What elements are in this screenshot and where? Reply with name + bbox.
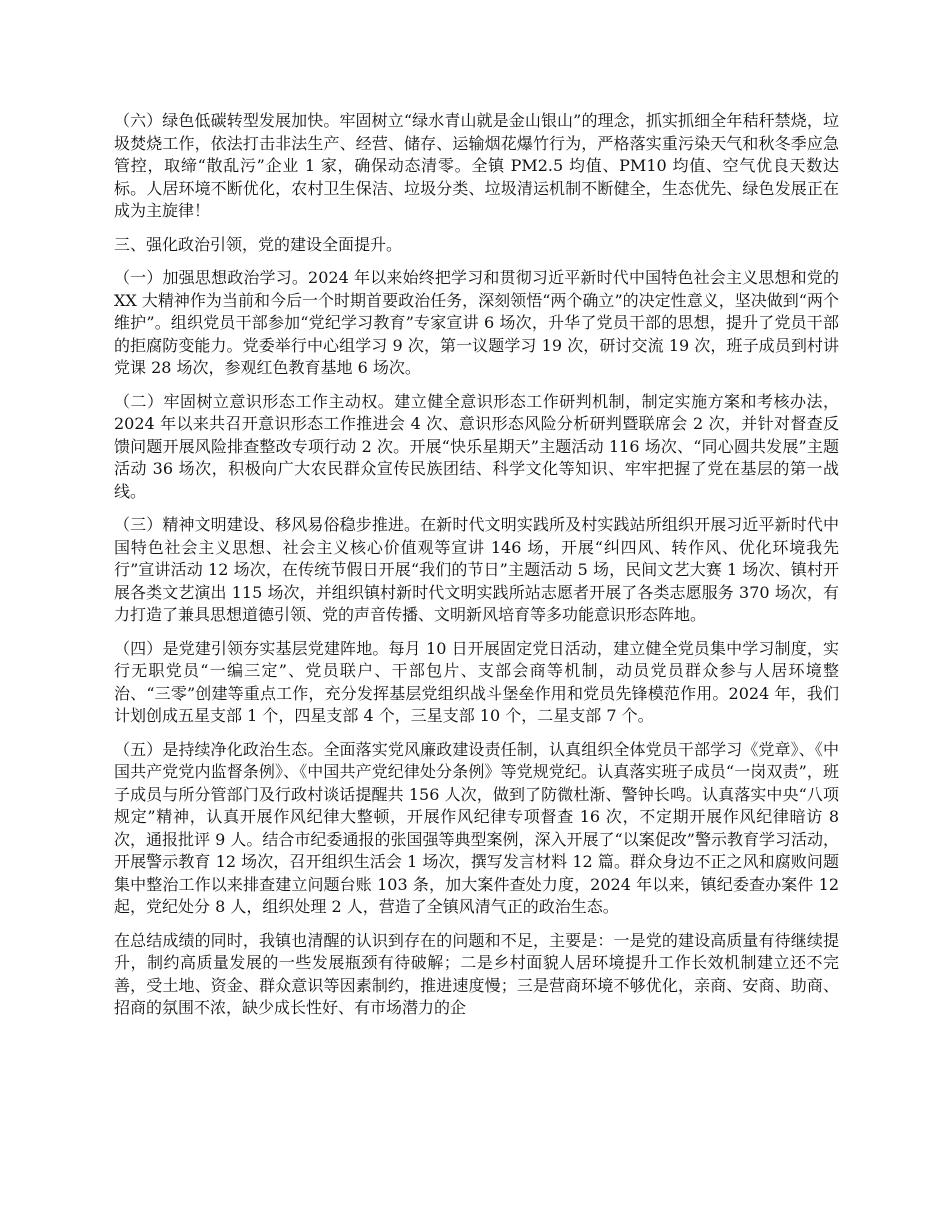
document-page xyxy=(114,110,839,1031)
paragraph-grassroots-party-building: （四）是党建引领夯实基层党建阵地。每月 10 日开展固定党日活动，建立健全党员集中学习制度，实行无职党员“一编三定”、党员联户、干部包片、支部会商等机制，动员党员群众参与人居环境整治、“三零”创建等重点工作，充分发挥基层党组织战斗堡垒作用和党员先锋模范作用。2024 年，我们计划创成五星支部 1 个，四星支部 4 个，三星支部 10 个，二星支部 7 个。 xyxy=(114,638,839,725)
section-heading-party-building: 三、强化政治引领，党的建设全面提升。 xyxy=(114,234,403,254)
paragraph-political-ecology: （五）是持续净化政治生态。全面落实党风廉政建设责任制，认真组织全体党员干部学习《党章》、《中国共产党党内监督条例》、《中国共产党纪律处分条例》等党规党纪。认真落实班子成员“一岗双责”，班子成员与所分管部门及行政村谈话提醒共 156 人次，做到了防微杜渐、警钟长鸣。认真落实中央“八项规定”精神，认真开展作风纪律大整顿，开展作风纪律专项督查 16 次，不定期开展作风纪律暗访 8 次，通报批评 9 人。结合市纪委通报的张国强等典型案例，深入开展了“以案促改”警示教育学习活动，开展警示教育 12 场次，召开组织生活会 1 场次，撰写发言材料 12 篇。群众身边不正之风和腐败问题集中整治工作以来排查建立问题台账 103 条，加大案件查处力度，2024 年以来，镇纪委查办案件 12 起，党纪处分 8 人，组织处理 2 人，营造了全镇风清气正的政治生态。 xyxy=(114,739,839,916)
paragraph-green-development: （六）绿色低碳转型发展加快。牢固树立“绿水青山就是金山银山”的理念，抓实抓细全年秸秆禁烧，垃圾焚烧工作，依法打击非法生产、经营、储存、运输烟花爆竹行为，严格落实重污染天气和秋冬季应急管控，取缔“散乱污”企业 1 家，确保动态清零。全镇 PM2.5 均值、PM10 均值、空气优良天数达标。人居环境不断优化，农村卫生保洁、垃圾分类、垃圾清运机制不断健全，生态优先、绿色发展正在成为主旋律！ xyxy=(114,111,839,220)
paragraph-spiritual-civilization: （三）精神文明建设、移风易俗稳步推进。在新时代文明实践所及村实践站所组织开展习近平新时代中国特色社会主义思想、社会主义核心价值观等宣讲 146 场，开展“纠四风、转作风、优化环境我先行”宣讲活动 12 场次，在传统节假日开展“我们的节日”主题活动 5 场，民间文艺大赛 1 场次、镇村开展各类文艺演出 115 场次，并组织镇村新时代文明实践所站志愿者开展了各类志愿服务 370 场次，有力打造了兼具思想道德引领、党的声音传播、文明新风培育等多功能意识形态阵地。 xyxy=(114,515,839,624)
paragraph-ideology-work: （二）牢固树立意识形态工作主动权。建立健全意识形态工作研判机制，制定实施方案和考核办法，2024 年以来共召开意识形态工作推进会 4 次、意识形态风险分析研判暨联席会 2 次，并针对督查反馈问题开展风险排查整改专项行动 2 次。开展“快乐星期天”主题活动 116 场次、“同心圆共发展”主题活动 36 场次，积极向广大农民群众宣传民族团结、科学文化等知识、牢牢把握了党在基层的第一战线。 xyxy=(114,391,839,501)
paragraph-political-study: （一）加强思想政治学习。2024 年以来始终把学习和贯彻习近平新时代中国特色社会主义思想和党的 XX 大精神作为当前和今后一个时期首要政治任务，深刻领悟“两个确立”的决定性意义，坚决做到“两个维护”。组织党员干部参加“党纪学习教育”专家宣讲 6 场次，升华了党员干部的思想，提升了党员干部的拒腐防变能力。党委举行中心组学习 9 次，第一议题学习 19 次，研讨交流 19 次，班子成员到村讲党课 28 场次，参观红色教育基地 6 场次。 xyxy=(114,268,839,377)
paragraph-problems-summary: 在总结成绩的同时，我镇也清醒的认识到存在的问题和不足，主要是：一是党的建设高质量有待继续提升，制约高质量发展的一些发展瓶颈有待破解；二是乡村面貌人居环境提升工作长效机制建立还不完善，受土地、资金、群众意识等因素制约，推进速度慢；三是营商环境不够优化，亲商、安商、助商、招商的氛围不浓，缺少成长性好、有市场潜力的企 xyxy=(114,930,839,1017)
